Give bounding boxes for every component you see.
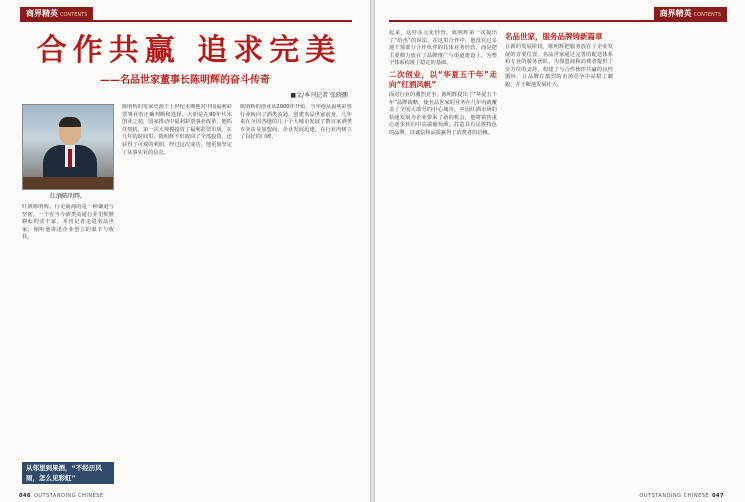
header-rule (20, 20, 352, 22)
magazine-name-right: OUTSTANDING CHINESE (639, 493, 710, 499)
magazine-name: OUTSTANDING CHINESE (33, 493, 104, 499)
body-column-4 (389, 30, 497, 488)
body-column-5 (505, 30, 613, 488)
body-column-3: 陈明辉的创业从2000年开始，当年他从福利彩票行业转向了酒类流通，创建名品世家前身，几年来在全国各地的几十个大城市发展了数百家酒类专卖店及加盟商，企业发展迅速，在行业内树立了良好的口碑。 (240, 104, 352, 141)
byline: ■文/本刊记者 张晓鹏 (290, 92, 348, 99)
photo-desk (23, 177, 114, 190)
article-subtitle: ——名品世家董事长陈明辉的奋斗传奇 (100, 75, 270, 86)
right-page (375, 0, 745, 502)
column-4-text: 起来，这样多元化经营，陈明辉第一次提出了“给杰”的说法。在这里合作中，他没有过多地干预部分合作伙伴的具体业务经营，而是把主要精力放在了品牌推广与渠道建设上，为整个体系构筑了稳定的基础。 (389, 30, 497, 67)
body-column-2: 陈明辉的发家史源于上世纪末期他对中国福利彩票事业的正确判断和选择。大胆是在90年代末创业之初，国家推动中福利彩票事业改革，他抓住契机，第一次大规模投资了福利彩票市场。在几年的时间里，陈明辉不但收回了全部投资，还获得了可观的利润，经过这次成功，他更加坚定了从事实业的信念。 (122, 104, 232, 156)
section-label-right: 商界精英 (659, 9, 692, 18)
photo-caption: 红酒陈明辉。 (49, 193, 86, 200)
section-tab (20, 7, 93, 21)
footer-left (16, 493, 104, 499)
footer-right (639, 493, 727, 499)
body-column-1: 红酒陈明辉，行走商海的是一种谦逊与坚韧，一个在当今酒类流通行业里默默耕耘的实干家。本刊记者走进名品世家，倾听他讲述企业创立的艰辛与收获。 (22, 204, 114, 241)
column-4-text-b: 面对行业的激烈竞争，陈明辉提出了“华夏五千年”品牌战略，使名品世家的业务在几年内就覆盖了全国大部分的中心城市。中国红酒市场的快速发展为企业带来了新的机会，他将销售重心逐步转向中高端葡萄酒，打造具有民族特色的品牌，以诚信和品质赢得了消费者的信赖。 (389, 91, 497, 136)
article-title: 合作共赢 追求完美 (36, 33, 342, 68)
pull-quote: 从邻里到果酒，“不经历风雨，怎么见彩虹” (22, 462, 114, 484)
column-5-text: 在新的发展阶段，陈明辉把服务放在了企业发展的首要位置。名品世家通过完善的配送体系和专业的服务团队，为加盟商和消费者提供了全方位的支持，构建了与合作伙伴共赢的良性循环，让品牌在激烈的市场竞争中站稳了脚跟，并不断地发展壮大。 (505, 44, 613, 88)
section-tab-right (654, 7, 727, 21)
page-number: 046 (19, 493, 31, 499)
section-label-en: CONTENTS (60, 12, 88, 18)
photo-hair (59, 117, 81, 127)
section-label-en-right: CONTENTS (693, 12, 721, 18)
page-number-right: 047 (712, 493, 724, 499)
portrait-photo (22, 104, 114, 190)
left-page (0, 0, 370, 502)
section-heading-1: 二次创业，以“华夏五千年”走向“红酒风帆” (389, 69, 497, 89)
photo-tie (68, 149, 72, 167)
body-column-6 (621, 30, 727, 488)
section-heading-2: 名品世家，服务品牌铸新篇章 (505, 32, 603, 41)
section-label: 商界精英 (26, 9, 58, 18)
